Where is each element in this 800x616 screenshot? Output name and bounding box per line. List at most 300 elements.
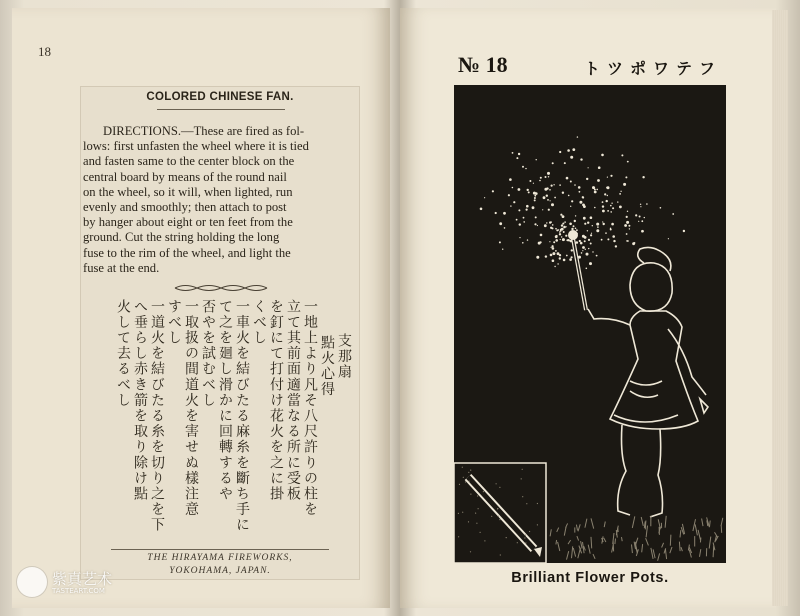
spark (562, 223, 564, 225)
spark (557, 263, 558, 264)
spark (550, 254, 553, 257)
japanese-column: 一取扱の間道火を害せぬ樣注意 (183, 299, 199, 518)
spark (539, 180, 541, 182)
watermark-subtext: TASTEART.COM (52, 587, 105, 595)
spark (552, 162, 554, 164)
grass-blade (665, 516, 666, 528)
spark (516, 219, 518, 221)
spark (640, 204, 641, 205)
japanese-column: すべし (166, 299, 182, 346)
spark (574, 220, 576, 222)
spark (607, 177, 608, 178)
inset-texture-dot (458, 513, 459, 514)
inset-texture-dot (525, 535, 526, 536)
spark (561, 228, 564, 231)
grass-blade (564, 527, 566, 536)
inset-texture-dot (522, 496, 523, 497)
spark (582, 235, 585, 238)
inset-texture-dot (462, 467, 463, 468)
spark (536, 159, 537, 160)
spark (560, 230, 562, 232)
directions-line: on the wheel, so it will, when lighted, run (83, 184, 293, 199)
spark (596, 223, 599, 226)
spark (577, 136, 578, 137)
spark (560, 214, 562, 216)
spark (628, 225, 630, 227)
spark (644, 217, 645, 218)
spark (624, 224, 627, 227)
grass-blade (653, 549, 655, 558)
grass-blade (636, 546, 637, 553)
spark (581, 252, 583, 254)
spark (546, 195, 548, 197)
spark (518, 209, 520, 211)
spark (582, 250, 583, 251)
spark (602, 221, 603, 222)
spark (512, 187, 514, 189)
inset-texture-dot (478, 508, 479, 509)
spark (583, 205, 586, 208)
spark (555, 228, 557, 230)
grass-blade (578, 524, 580, 531)
spark (590, 216, 593, 219)
spark (554, 197, 556, 199)
spark (578, 186, 581, 189)
spark (660, 207, 662, 209)
inset-texture-dot (462, 512, 463, 513)
spark (590, 243, 592, 245)
japanese-column: を釘にて打付け花火を之に掛 (268, 299, 284, 502)
spark (620, 191, 621, 192)
spark (566, 239, 568, 241)
page-edges (772, 10, 788, 606)
spark (551, 203, 554, 206)
inset-texture-dot (499, 487, 500, 488)
spark (547, 172, 550, 175)
japanese-column: 一車火を結びたる麻糸を斷ち手に (234, 299, 250, 533)
grass-blade (573, 548, 575, 557)
spark (626, 233, 628, 235)
japanese-subtitle: 點火心得 (319, 335, 335, 398)
spark (626, 216, 628, 218)
ornamental-divider (173, 283, 269, 293)
child-figure (588, 247, 708, 517)
spark (529, 180, 531, 182)
spark (550, 227, 552, 229)
spark (573, 225, 575, 227)
plate-caption: Brilliant Flower Pots. (511, 570, 669, 586)
spark (552, 247, 555, 250)
spark (484, 197, 485, 198)
spark (579, 201, 582, 204)
spark (612, 207, 614, 209)
inset-texture-dot (480, 532, 481, 533)
inset-texture-dot (496, 483, 497, 484)
spark (567, 149, 570, 152)
grass-blade (604, 522, 605, 528)
grass-blade (581, 541, 583, 548)
spark (594, 187, 595, 188)
japanese-column: くべし (251, 299, 267, 346)
spark (627, 211, 628, 212)
spark (564, 221, 566, 223)
spark (518, 153, 520, 155)
spark (571, 228, 573, 230)
spark (528, 191, 530, 193)
spark (582, 196, 584, 198)
inset-texture-dot (459, 484, 460, 485)
spark (610, 228, 611, 229)
grass-blade (700, 549, 701, 557)
spark (559, 151, 561, 153)
spark (536, 256, 539, 259)
spark (623, 183, 626, 186)
spark (587, 222, 589, 224)
imprint-rule (111, 549, 329, 550)
spark (548, 176, 549, 177)
spark (513, 201, 515, 203)
spark (519, 237, 520, 238)
inset-texture-dot (499, 519, 500, 520)
grass-blade (662, 543, 664, 548)
spark (522, 166, 524, 168)
grass-blade (658, 553, 660, 560)
spark (568, 195, 570, 197)
inset-texture-dot (465, 481, 466, 482)
spark (548, 209, 550, 211)
spark (526, 209, 528, 211)
spark (557, 252, 560, 255)
card-title: COLORED CHINESE FAN. (146, 91, 294, 103)
inset-texture-dot (529, 531, 530, 532)
spark (582, 246, 585, 249)
spark (571, 249, 573, 251)
spark (563, 226, 566, 229)
spark (592, 225, 593, 226)
spark (495, 212, 497, 214)
spark (569, 258, 572, 261)
directions-line: lows: first unfasten the wheel where it is tied (83, 139, 309, 154)
spark (632, 242, 635, 245)
spark (559, 233, 561, 235)
grass-blade (695, 524, 697, 535)
inset-texture-dot (497, 508, 498, 509)
spark (563, 259, 566, 262)
inset-texture-dot (522, 469, 523, 470)
spark (596, 189, 598, 191)
spark (603, 223, 605, 225)
japanese-instructions (115, 299, 353, 547)
grass-blade (721, 518, 723, 526)
inset-texture-dot (470, 494, 471, 495)
grass-blade (568, 540, 571, 544)
spark (540, 241, 542, 243)
spark (565, 235, 567, 237)
inset-texture-dot (537, 503, 538, 504)
spark (566, 177, 569, 180)
watermark-text: 紫真艺术 (52, 570, 113, 588)
spark (508, 194, 510, 196)
grass-blade (558, 542, 560, 551)
imprint-company: THE HIRAYAMA FIREWORKS, (147, 553, 293, 563)
inset-texture-dot (483, 491, 484, 492)
spark (586, 178, 588, 180)
grass-blade (709, 537, 711, 549)
inset-texture-dot (500, 554, 501, 555)
spark (588, 167, 589, 168)
spark (602, 210, 605, 213)
spark (584, 223, 586, 225)
spark (610, 205, 612, 207)
spark (555, 250, 557, 252)
grass-blade (591, 518, 594, 528)
page-number: 18 (38, 44, 51, 59)
spark (558, 229, 559, 230)
spark (586, 253, 589, 256)
spark (626, 221, 629, 224)
spark (590, 234, 592, 236)
title-rule (157, 109, 285, 110)
grass-blade (721, 526, 722, 533)
grass-blade (642, 544, 643, 552)
japanese-column: て之を廻し滑かに回轉するや (217, 299, 233, 502)
spark (646, 203, 648, 205)
spark (611, 223, 614, 226)
spark (604, 193, 606, 195)
grass-blade (585, 519, 587, 528)
spark (570, 181, 572, 183)
spark (607, 238, 609, 240)
spark (571, 256, 573, 258)
grass-blade (615, 539, 616, 545)
spark (534, 199, 536, 201)
spark (540, 234, 543, 237)
japanese-column: 立て其前面適當なる所に受板 (285, 299, 301, 502)
grass-blade (641, 517, 643, 526)
spark (504, 227, 506, 229)
spark (569, 223, 572, 226)
spark (523, 217, 525, 219)
grass-blade (602, 536, 603, 543)
inset-texture-dot (468, 521, 469, 522)
grass-blade (645, 521, 646, 530)
spark (638, 221, 639, 222)
spark (594, 189, 596, 191)
grass-blade (576, 525, 577, 531)
watermark (16, 566, 136, 602)
spark (554, 266, 555, 267)
spark (552, 252, 555, 255)
spark (560, 239, 561, 240)
spark (585, 249, 586, 250)
spark (512, 152, 514, 154)
inset-texture-dot (537, 524, 538, 525)
spark (606, 200, 608, 202)
inset-texture-dot (468, 481, 469, 482)
spark (668, 238, 669, 239)
spark (641, 220, 643, 222)
inset-texture-dot (524, 537, 525, 538)
spark (518, 188, 521, 191)
spark (526, 205, 529, 208)
spark (617, 201, 618, 202)
instruction-card (80, 86, 360, 580)
spark (580, 158, 582, 160)
inset-texture-dot (491, 516, 492, 517)
directions-line: fuse at the end. (83, 260, 160, 275)
spark (610, 211, 612, 213)
spark (586, 268, 588, 270)
imprint-city: YOKOHAMA, JAPAN. (169, 566, 271, 576)
grass-blade (713, 546, 714, 557)
grass-blade (567, 551, 569, 560)
spark (607, 210, 609, 212)
spark (533, 183, 534, 184)
spark (610, 175, 612, 177)
illustration-svg (454, 85, 726, 563)
woodblock-illustration (454, 85, 726, 563)
spark (621, 154, 623, 156)
spark (683, 230, 685, 232)
directions-line: fuse to the rim of the wheel, and light the (83, 245, 291, 260)
spark (611, 203, 612, 204)
grass-blade (670, 547, 672, 553)
spark (602, 205, 604, 207)
inset-texture-dot (477, 495, 478, 496)
spark (642, 176, 644, 178)
spark (627, 161, 629, 163)
grass-blade (710, 521, 711, 527)
grass-blade (681, 547, 682, 551)
spark (562, 238, 565, 241)
grass-blade (578, 548, 581, 559)
grass-blade (572, 546, 573, 558)
spark (533, 192, 536, 195)
japanese-column: へ垂らし赤き箭を取り除け點 (132, 299, 148, 502)
inset-texture-dot (468, 472, 469, 473)
spark (594, 191, 597, 194)
spark (570, 206, 571, 207)
spark (588, 248, 589, 249)
spark (543, 196, 546, 199)
plate-number: № 18 (458, 52, 508, 77)
spark (544, 224, 547, 227)
spark (672, 213, 674, 215)
inset-texture-dot (521, 478, 522, 479)
spark (542, 209, 543, 210)
spark (552, 224, 554, 226)
spark (602, 201, 604, 203)
directions-line: by hanger about eight or ten feet from the (83, 215, 293, 230)
spark (619, 193, 621, 195)
spark (566, 255, 568, 257)
grass-blade (593, 554, 595, 559)
spark (597, 226, 599, 228)
spark (522, 242, 524, 244)
directions-line: DIRECTIONS.—These are fired as fol- (103, 124, 305, 138)
japanese-column: 一地上より凡そ八尺許りの柱を (302, 299, 318, 518)
japanese-column: 火して去るべし (115, 299, 131, 409)
watermark-logo-icon (16, 566, 48, 598)
spark (607, 195, 608, 196)
spark (635, 214, 637, 216)
spark (579, 240, 581, 242)
spark (584, 240, 586, 242)
spark (605, 232, 607, 234)
grass-blade (698, 530, 700, 540)
spark (534, 197, 536, 199)
spark (534, 223, 536, 225)
spark (499, 222, 502, 225)
spark (589, 262, 592, 265)
spark (519, 223, 521, 225)
japanese-title: 支那扇 (336, 333, 352, 380)
spark (527, 189, 529, 191)
grass-blade (632, 516, 635, 528)
spark (580, 242, 583, 245)
spark (547, 199, 549, 201)
spark (563, 231, 565, 233)
spark (549, 241, 550, 242)
spark (559, 257, 561, 259)
grass-blade (632, 544, 633, 553)
spark (552, 245, 554, 247)
grass-blade (556, 540, 557, 544)
spark (537, 225, 538, 226)
spark (598, 166, 601, 169)
spark (516, 157, 518, 159)
spark (561, 236, 562, 237)
spark (480, 208, 483, 211)
spark (613, 240, 615, 242)
spark (492, 190, 494, 192)
grass-blade (622, 537, 623, 541)
spark (550, 200, 551, 201)
grass-blade (700, 538, 701, 543)
spark (559, 184, 561, 186)
spark (525, 168, 526, 169)
spark (523, 221, 525, 223)
spark (591, 233, 592, 234)
spark (572, 148, 575, 151)
spark (625, 176, 627, 178)
spark (642, 230, 644, 232)
spark (549, 221, 551, 223)
spark (587, 230, 588, 231)
spark (564, 162, 566, 164)
spark (546, 222, 547, 223)
grass-blade (604, 538, 606, 542)
spark (532, 206, 535, 209)
spark (549, 189, 551, 191)
spark (588, 239, 590, 241)
inset-texture-dot (470, 551, 471, 552)
inset-texture-dot (517, 542, 518, 543)
spark (555, 235, 558, 238)
spark (546, 187, 548, 189)
spark (534, 195, 536, 197)
grass-blade (557, 528, 559, 532)
inset-texture-dot (475, 513, 476, 514)
spark (502, 249, 503, 250)
spark (503, 212, 506, 215)
grass-blade (588, 545, 590, 554)
grass-blade (679, 542, 680, 552)
directions-text (83, 124, 359, 276)
spark (535, 216, 537, 218)
spark (594, 207, 596, 209)
grass-blade (688, 545, 689, 551)
